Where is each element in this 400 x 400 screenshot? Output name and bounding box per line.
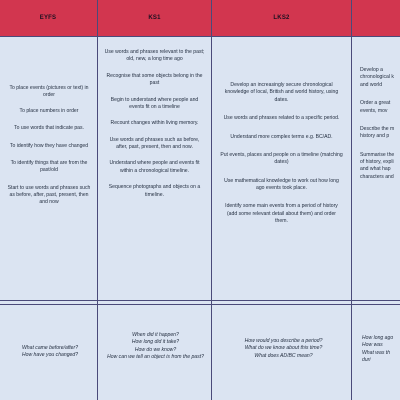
ks1-question: How can we tell an object is from the past? xyxy=(107,354,204,361)
ks1-statement: Recognise that some objects belong in the past xyxy=(106,72,203,87)
uks2-question: duri xyxy=(362,357,371,364)
uks2-statement-2 xyxy=(360,100,400,115)
uks2-line: of history, expli xyxy=(360,159,394,165)
header-ks1: KS1 xyxy=(98,0,211,36)
eyfs-statement: To use words that indicate pas. xyxy=(14,125,84,132)
uks2-statement-4 xyxy=(360,152,400,182)
uks2-line: Describe the m xyxy=(360,125,395,132)
eyfs-questions-cell xyxy=(0,305,97,400)
header-lks2: LKS2 xyxy=(212,0,351,36)
ks1-question: How do we know? xyxy=(134,346,177,353)
uks2-question: How long ago xyxy=(362,335,394,341)
uks2-line: history and p xyxy=(360,133,390,140)
uks2-line: Order a great xyxy=(360,100,391,107)
spacer-cell xyxy=(98,301,211,304)
lks2-statement: Put events, places and people on a timeline (matching dates) xyxy=(220,151,343,166)
ks1-statement: Use words and phrases relevant to the past; old, new, a long time ago xyxy=(104,49,205,63)
uks2-line: Develop a xyxy=(360,67,383,73)
uks2-content-cell xyxy=(352,37,400,300)
uks2-line: and world xyxy=(360,81,383,88)
lks2-questions-cell xyxy=(212,305,351,400)
lks2-question: What do we know about this time? xyxy=(244,345,323,352)
lks2-statement: Identify some main events from a period of history (add some relevant detail about them) and order them. xyxy=(225,203,338,225)
header-uks2 xyxy=(352,0,400,36)
ks1-content-cell xyxy=(98,37,211,300)
ks1-statement: Begin to understand where people and events fit on a timeline xyxy=(110,96,199,110)
uks2-line: characters and xyxy=(360,173,394,180)
lks2-statement: Develop an increasingly secure chronological knowledge of local, British and world history, using dates. xyxy=(224,82,339,103)
ks1-statement: Recount changes within living memory. xyxy=(110,120,199,127)
eyfs-statement: To identify things that are from the past/old xyxy=(10,159,88,174)
eyfs-statement: To place events (pictures or text) in order xyxy=(9,85,89,99)
lks2-statement: Understand more complex terms e.g. BC/AD. xyxy=(230,133,333,140)
eyfs-statement: To identify how they have changed xyxy=(9,142,89,149)
ks1-questions-cell xyxy=(98,305,211,400)
ks1-statement: Understand where people and events fit within a chronological timeline. xyxy=(109,160,200,174)
lks2-statement: Use words and phrases related to a specific period. xyxy=(223,115,340,122)
spacer-cell xyxy=(212,301,351,304)
lks2-content-cell xyxy=(212,37,351,300)
header-eyfs: EYFS xyxy=(0,0,97,36)
uks2-statement-1 xyxy=(360,67,400,89)
uks2-line: and what hap xyxy=(360,166,391,173)
ks1-statement: Sequence photographs and objects on a timeline. xyxy=(108,184,201,198)
eyfs-content-cell xyxy=(0,37,97,300)
eyfs-statement: To place numbers in order xyxy=(19,107,79,114)
uks2-question: How was xyxy=(362,342,383,349)
eyfs-question: How have you changed? xyxy=(21,352,79,359)
ks1-question: How long did it take? xyxy=(131,339,180,346)
uks2-line: events, mov xyxy=(360,107,388,114)
uks2-line: chronological k xyxy=(360,74,394,81)
ks1-question: When did it happen? xyxy=(132,332,179,338)
uks2-question: What was th xyxy=(362,349,391,356)
spacer-cell xyxy=(0,301,97,304)
eyfs-statement: Start to use words and phrases such as before, after, past, present, then and now xyxy=(7,184,91,206)
uks2-questions-cell xyxy=(352,305,400,400)
lks2-question: What does AD/BC mean? xyxy=(254,352,313,359)
spacer-cell xyxy=(352,301,400,304)
eyfs-question: What came before/after? xyxy=(21,345,79,351)
uks2-line: Summarise the xyxy=(360,151,395,158)
lks2-statement: Use mathematical knowledge to work out how long ago events took place. xyxy=(224,177,339,191)
uks2-statement-3 xyxy=(360,126,400,141)
lks2-question: How would you describe a period? xyxy=(244,338,323,344)
ks1-statement: Use words and phrases such as before, after, past, present, then and now. xyxy=(109,136,200,150)
